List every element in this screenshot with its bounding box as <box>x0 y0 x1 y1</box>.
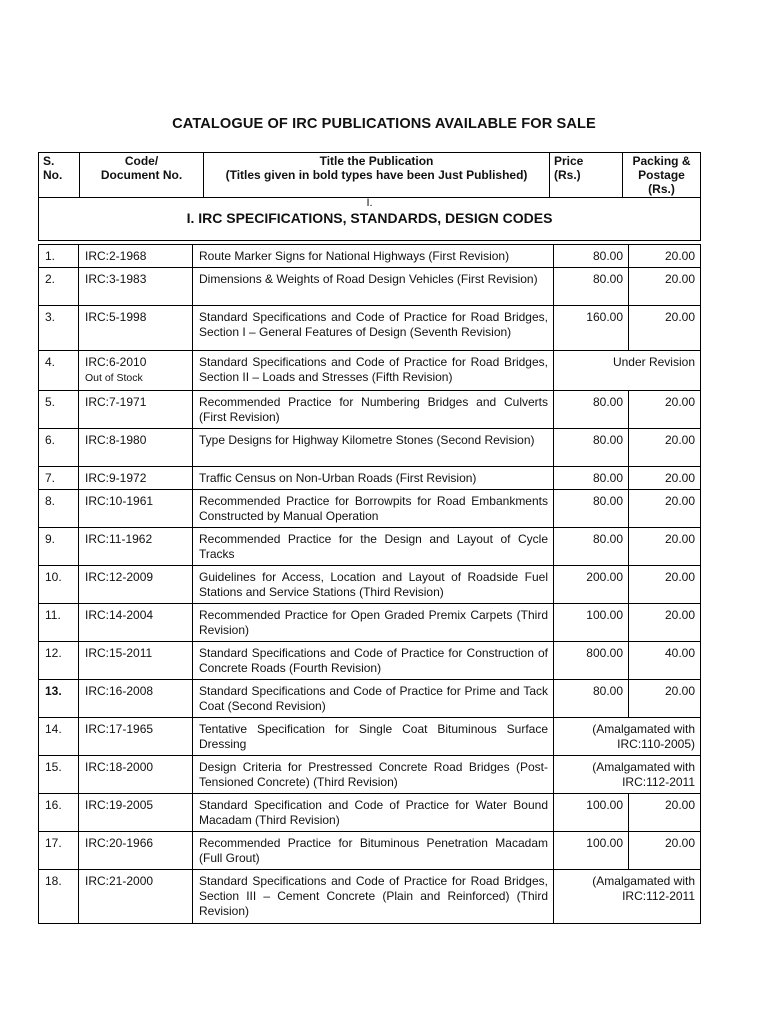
serial-number-cell: 4. <box>39 351 79 391</box>
table-row <box>39 604 701 642</box>
code-cell <box>79 832 193 870</box>
postage-cell: 20.00 <box>629 429 701 467</box>
code-cell <box>79 642 193 680</box>
price-cell: 800.00 <box>554 642 629 680</box>
document-code: IRC:14-2004 <box>85 608 154 622</box>
document-code: IRC:20-1966 <box>85 836 154 850</box>
table-row <box>39 870 701 924</box>
code-cell <box>79 245 193 268</box>
publication-title-cell: Route Marker Signs for National Highways (First Revision) <box>193 245 554 268</box>
postage-cell: 20.00 <box>629 528 701 566</box>
postage-cell: 20.00 <box>629 490 701 528</box>
publication-title-cell: Standard Specifications and Code of Practice for Construction of Concrete Roads (Fourth Revision) <box>193 642 554 680</box>
catalogue-header-table <box>38 152 701 241</box>
code-cell <box>79 391 193 429</box>
code-cell <box>79 870 193 924</box>
publication-title-cell: Tentative Specification for Single Coat Bituminous Surface Dressing <box>193 718 554 756</box>
document-code: IRC:16-2008 <box>85 684 154 698</box>
serial-number-cell: 3. <box>39 306 79 351</box>
document-code: IRC:9-1972 <box>85 471 147 485</box>
serial-number-cell: 2. <box>39 268 79 306</box>
section-heading <box>39 198 701 241</box>
document-code: IRC:10-1961 <box>85 494 154 508</box>
price-status-cell: (Amalgamated with IRC:112-2011 <box>554 870 701 924</box>
price-cell: 200.00 <box>554 566 629 604</box>
publications-table <box>38 244 701 924</box>
code-cell <box>79 467 193 490</box>
publication-title-cell: Standard Specifications and Code of Practice for Road Bridges, Section III – Cement Concrete (Plain and Reinforced) (Third Revision) <box>193 870 554 924</box>
table-row <box>39 566 701 604</box>
publication-title-cell: Recommended Practice for Borrowpits for Road Embankments Constructed by Manual Operation <box>193 490 554 528</box>
serial-number-cell: 18. <box>39 870 79 924</box>
publication-title-cell: Standard Specifications and Code of Practice for Prime and Tack Coat (Second Revision) <box>193 680 554 718</box>
serial-number-cell: 14. <box>39 718 79 756</box>
code-cell <box>79 268 193 306</box>
code-cell <box>79 794 193 832</box>
serial-number-cell: 17. <box>39 832 79 870</box>
document-code: IRC:3-1983 <box>85 272 147 286</box>
column-header-row <box>39 153 701 198</box>
postage-cell: 20.00 <box>629 467 701 490</box>
serial-number-cell: 16. <box>39 794 79 832</box>
code-cell <box>79 756 193 794</box>
serial-number-cell: 5. <box>39 391 79 429</box>
code-cell <box>79 566 193 604</box>
postage-cell: 20.00 <box>629 680 701 718</box>
header-postage: Packing & Postage (Rs.) <box>623 153 701 198</box>
header-title: Title the Publication (Titles given in bold types have been Just Published) <box>204 153 550 198</box>
header-code: Code/ Document No. <box>80 153 204 198</box>
publication-title-cell: Standard Specifications and Code of Practice for Road Bridges, Section II – Loads and Stresses (Fifth Revision) <box>193 351 554 391</box>
price-cell: 80.00 <box>554 680 629 718</box>
postage-cell: 20.00 <box>629 268 701 306</box>
table-row <box>39 832 701 870</box>
document-code: IRC:11-1962 <box>85 532 153 546</box>
publication-title-cell: Recommended Practice for Numbering Bridges and Culverts (First Revision) <box>193 391 554 429</box>
table-row <box>39 528 701 566</box>
header-price: Price (Rs.) <box>550 153 623 198</box>
document-code: IRC:21-2000 <box>85 874 154 888</box>
stock-note: Out of Stock <box>85 372 143 384</box>
document-code: IRC:7-1971 <box>85 395 147 409</box>
postage-cell: 20.00 <box>629 604 701 642</box>
table-row <box>39 351 701 391</box>
page-title: CATALOGUE OF IRC PUBLICATIONS AVAILABLE FOR SALE <box>172 116 596 132</box>
serial-number-cell: 6. <box>39 429 79 467</box>
postage-cell: 20.00 <box>629 391 701 429</box>
publication-title-cell: Guidelines for Access, Location and Layout of Roadside Fuel Stations and Service Stations (Third Revision) <box>193 566 554 604</box>
serial-number-cell: 7. <box>39 467 79 490</box>
code-cell <box>79 680 193 718</box>
code-cell <box>79 718 193 756</box>
document-code: IRC:19-2005 <box>85 798 154 812</box>
publication-title-cell: Standard Specifications and Code of Practice for Road Bridges, Section I – General Features of Design (Seventh Revision) <box>193 306 554 351</box>
price-cell: 80.00 <box>554 528 629 566</box>
table-row <box>39 306 701 351</box>
code-cell <box>79 306 193 351</box>
postage-cell: 20.00 <box>629 566 701 604</box>
document-code: IRC:12-2009 <box>85 570 154 584</box>
table-row <box>39 268 701 306</box>
publication-title-cell: Recommended Practice for Open Graded Premix Carpets (Third Revision) <box>193 604 554 642</box>
table-row <box>39 642 701 680</box>
serial-number-cell: 10. <box>39 566 79 604</box>
serial-number-cell: 15. <box>39 756 79 794</box>
table-row <box>39 680 701 718</box>
postage-cell: 20.00 <box>629 832 701 870</box>
postage-cell: 40.00 <box>629 642 701 680</box>
code-cell <box>79 490 193 528</box>
document-code: IRC:6-2010 <box>85 355 147 369</box>
publication-title-cell: Recommended Practice for Bituminous Penetration Macadam (Full Grout) <box>193 832 554 870</box>
table-row <box>39 391 701 429</box>
price-cell: 100.00 <box>554 794 629 832</box>
price-cell: 160.00 <box>554 306 629 351</box>
price-cell: 80.00 <box>554 429 629 467</box>
price-cell: 100.00 <box>554 832 629 870</box>
table-row <box>39 756 701 794</box>
publication-title-cell: Recommended Practice for the Design and Layout of Cycle Tracks <box>193 528 554 566</box>
price-status-cell: (Amalgamated with IRC:112-2011 <box>554 756 701 794</box>
section-roman: I. <box>366 197 373 209</box>
serial-number-cell: 13. <box>39 680 79 718</box>
publication-title-cell: Design Criteria for Prestressed Concrete Road Bridges (Post-Tensioned Concrete) (Third Revision) <box>193 756 554 794</box>
document-code: IRC:15-2011 <box>85 646 153 660</box>
document-code: IRC:8-1980 <box>85 433 147 447</box>
price-cell: 80.00 <box>554 268 629 306</box>
table-row <box>39 794 701 832</box>
serial-number-cell: 12. <box>39 642 79 680</box>
code-cell <box>79 351 193 391</box>
serial-number-cell: 9. <box>39 528 79 566</box>
publication-title-cell: Dimensions & Weights of Road Design Vehicles (First Revision) <box>193 268 554 306</box>
price-cell: 80.00 <box>554 391 629 429</box>
price-status-cell: (Amalgamated with IRC:110-2005) <box>554 718 701 756</box>
serial-number-cell: 1. <box>39 245 79 268</box>
price-cell: 80.00 <box>554 245 629 268</box>
document-code: IRC:17-1965 <box>85 722 154 736</box>
price-cell: 80.00 <box>554 467 629 490</box>
price-status-cell: Under Revision <box>554 351 701 391</box>
document-code: IRC:2-1968 <box>85 249 147 263</box>
table-row <box>39 429 701 467</box>
table-row <box>39 718 701 756</box>
section-title: I. IRC SPECIFICATIONS, STANDARDS, DESIGN CODES <box>186 210 553 226</box>
price-cell: 100.00 <box>554 604 629 642</box>
publication-title-cell: Standard Specification and Code of Practice for Water Bound Macadam (Third Revision) <box>193 794 554 832</box>
serial-number-cell: 11. <box>39 604 79 642</box>
publication-title-cell: Type Designs for Highway Kilometre Stones (Second Revision) <box>193 429 554 467</box>
price-cell: 80.00 <box>554 490 629 528</box>
code-cell <box>79 528 193 566</box>
table-row <box>39 467 701 490</box>
header-sno: S. No. <box>39 153 80 198</box>
table-row <box>39 490 701 528</box>
serial-number-cell: 8. <box>39 490 79 528</box>
code-cell <box>79 429 193 467</box>
table-row <box>39 245 701 268</box>
document-code: IRC:5-1998 <box>85 310 147 324</box>
postage-cell: 20.00 <box>629 245 701 268</box>
postage-cell: 20.00 <box>629 794 701 832</box>
section-heading-row <box>39 198 701 241</box>
code-cell <box>79 604 193 642</box>
postage-cell: 20.00 <box>629 306 701 351</box>
publication-title-cell: Traffic Census on Non-Urban Roads (First Revision) <box>193 467 554 490</box>
document-code: IRC:18-2000 <box>85 760 154 774</box>
